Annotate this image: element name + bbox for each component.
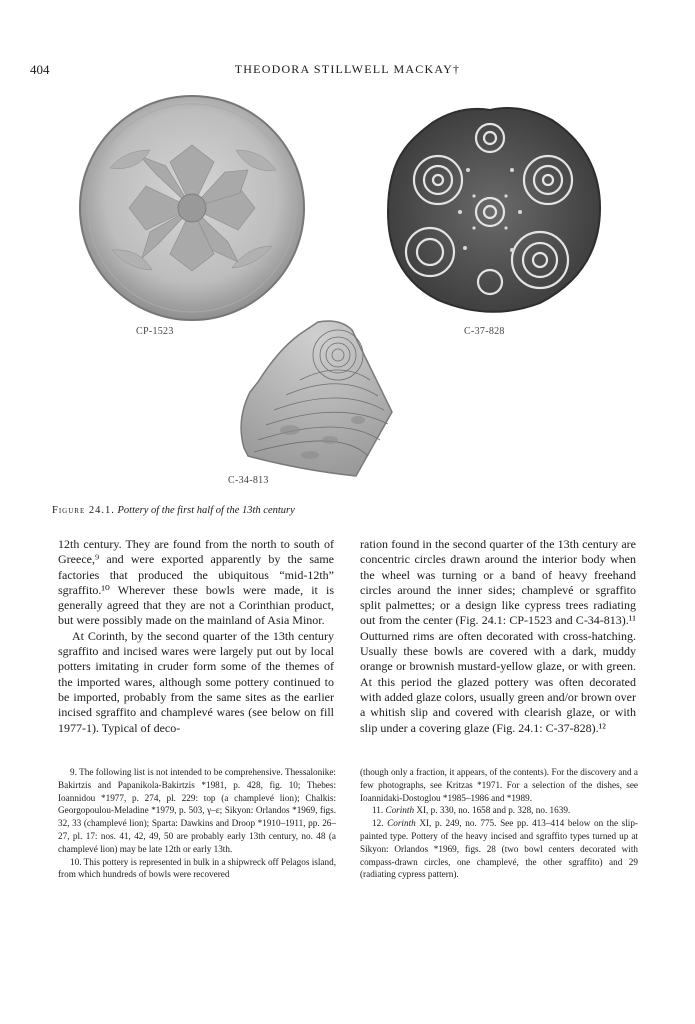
body-column-left: [58, 537, 334, 736]
footnote-9: 9. The following list is not intended to be comprehensive. Thessalonike: Bakirtzis and Papanikola-Bakirtzis *1981, p. 428, fig. 10; Thebes: Ioannidou *1977, p. 274, pl. 229: top (a champlevé lion); Chalkis: Georgopoulou-Meladine *1979, p. 503, γ–ε; Sikyon: Orlandos *1969, figs. 32, 33 (champlevé lion); Sparta: Dawkins and Droop *1910–1911, pp. 26–27, pl. 17: nos. 41, 42, 49, 50 are probably early 13th century, no. 48 (a champlevé lion) may be late 12th or early 13th.: [58, 767, 336, 854]
body-paragraph: 12th century. They are found from the north to south of Greece,⁹ and were exported apparently by the same factories that produced the ubiquitous “mid-12th” sgraffito.¹⁰ Wherever these bowls were made, it is generally agreed that they are not a Corinthian product, but were possibly made on the mainland of Asia Minor.: [58, 537, 334, 628]
footnote-12: [360, 817, 638, 881]
footnote-number: 12.: [372, 818, 388, 829]
body-paragraph: ration found in the second quarter of the 13th century are concentric circles drawn around the interior body when the wheel was turning or a band of heavy freehand circles around the inner sides; champlevé or sgraffito split palmettes; or a design like cypress trees radiating out from the center (Fig. 24.1: CP-1523 and C-34-813).¹¹ Outturned rims are often decorated with cross-hatching. Usually these bowls are covered with a dark, muddy orange or brownish mustard-yellow glaze, or with green. At this period the glazed pottery was often decorated with added glaze colors, usually green and/or brown over a whitish slip and covered with clearish glaze, or with slip under a covering glaze (Fig. 24.1: C-37-828).¹²: [360, 537, 636, 735]
footnote-10: 10. This pottery is represented in bulk in a shipwreck off Pelagos island, from which hundreds of bowls were recovered: [58, 856, 336, 880]
page-number: 404: [30, 62, 50, 77]
caption-text: Pottery of the first half of the 13th century: [117, 505, 295, 516]
footnote-10-continued: (though only a fraction, it appears, of the contents). For the discovery and a few photographs, see Kritzas *1971. For a selection of the dishes, see Ioannidaki-Dostoglou *1985–1986 and *1989.: [360, 767, 638, 803]
figure-caption: [52, 505, 295, 516]
figure-label-c-37-828: C-37-828: [464, 326, 505, 337]
body-column-right: [360, 537, 636, 736]
footnotes-left: [58, 766, 336, 881]
figure-label-c-34-813: C-34-813: [228, 475, 269, 486]
bowl-c-37-828: [388, 108, 600, 312]
footnote-text: XI, p. 330, no. 1658 and p. 328, no. 1639.: [414, 805, 571, 816]
figure-24-1: [0, 0, 695, 500]
footnote-number: 11.: [372, 805, 386, 816]
body-paragraph: At Corinth, by the second quarter of the 13th century sgraffito and incised wares were largely put out by local potters imitating in cruder form some of the themes of the imported wares, although some pottery continued to be imported, probably from the same sites as the earlier incised sgraffito and champlevé wares (see below on fill 1977-1). Typical of deco-: [58, 628, 334, 735]
footnotes-right: [360, 766, 638, 881]
footnote-text: XI, p. 249, no. 775. See pp. 413–414 below on the slip-painted type. Pottery of the heavy incised and sgraffito types turned up at Sikyon: Orlandos *1969, figs. 28 (two bowl centers decorated with compass-drawn circles, one champlevé, the other sgraffito) and 29 (radiating cypress pattern).: [360, 818, 638, 880]
bowl-cp-1523: [80, 96, 304, 320]
footnote-11: [360, 804, 638, 817]
bowl-c-34-813: [241, 321, 392, 476]
footnote-title: Corinth: [385, 805, 415, 816]
running-head: THEODORA STILLWELL MACKAY†: [234, 62, 461, 76]
caption-label: Figure 24.1.: [52, 505, 115, 516]
figure-label-cp-1523: CP-1523: [136, 326, 174, 337]
footnote-title: Corinth: [387, 818, 416, 829]
